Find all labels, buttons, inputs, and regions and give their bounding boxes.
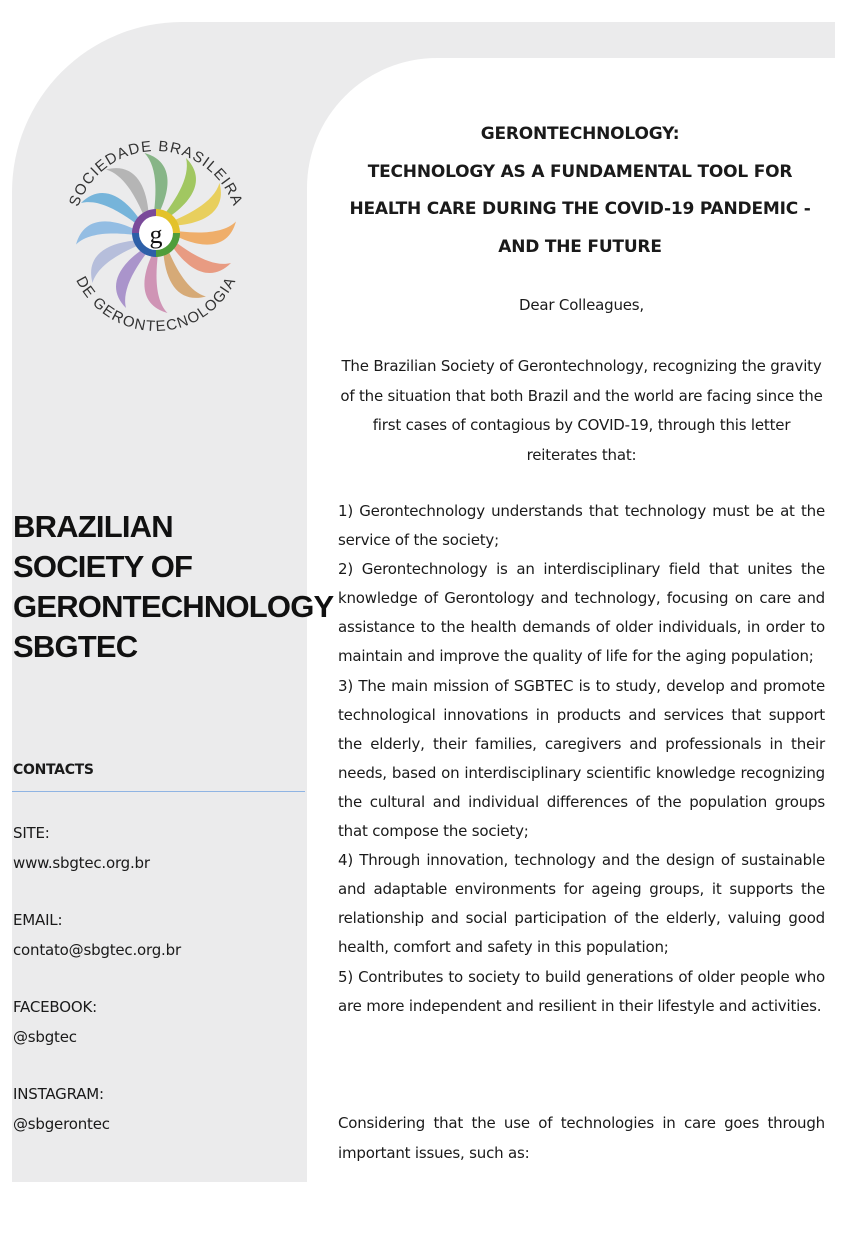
instagram-handle[interactable]: @sbgerontec bbox=[13, 1115, 110, 1133]
org-name bbox=[13, 507, 333, 667]
contacts-list bbox=[13, 818, 181, 1166]
contact-label: EMAIL: bbox=[13, 911, 63, 929]
contacts-divider bbox=[12, 791, 305, 792]
contacts-heading: CONTACTS bbox=[13, 762, 94, 778]
point-4: 4) Through innovation, technology and the design of sustainable and adaptable environments for ageing groups, it supports the relationship and social participation of the elderly, valuing good health, comfort and safety in this population; bbox=[338, 851, 825, 957]
site-link[interactable]: www.sbgtec.org.br bbox=[13, 854, 150, 872]
email-link[interactable]: contato@sbgtec.org.br bbox=[13, 941, 181, 959]
point-3: 3) The main mission of SGBTEC is to study, develop and promote technological innovations in products and services that support the elderly, their families, caregivers and professionals in their needs, based on interdisciplinary scientific knowledge recognizing the cultural and individual differences of the population groups that compose the society; bbox=[338, 676, 825, 841]
letter-intro: The Brazilian Society of Gerontechnology, recognizing the gravity of the situation that both Brazil and the world are facing since the first cases of contagious by COVID-19, through this letter reiterates that: bbox=[340, 357, 823, 464]
facebook-handle[interactable]: @sbgtec bbox=[13, 1028, 77, 1046]
contact-label: SITE: bbox=[13, 824, 50, 842]
org-name-line: GERONTECHNOLOGY bbox=[13, 589, 334, 624]
point-1: 1) Gerontechnology understands that technology must be at the service of the society; bbox=[338, 502, 825, 550]
letter-title-line: HEALTH CARE DURING THE COVID-19 PANDEMIC - bbox=[349, 199, 811, 219]
society-logo bbox=[56, 133, 256, 333]
logo-letter: g bbox=[149, 220, 163, 249]
letter-title-line: TECHNOLOGY AS A FUNDAMENTAL TOOL FOR bbox=[367, 161, 793, 182]
logo-text-top: SOCIEDADE BRASILEIRA bbox=[65, 137, 247, 209]
letter-title bbox=[325, 116, 835, 266]
org-name-line: BRAZILIAN bbox=[13, 509, 173, 544]
contact-instagram bbox=[13, 1079, 181, 1139]
letter-greeting: Dear Colleagues, bbox=[519, 296, 644, 314]
org-name-line: SBGTEC bbox=[13, 629, 138, 664]
logo-text-bottom: DE GERONTECNOLOGIA bbox=[72, 273, 240, 333]
contact-facebook bbox=[13, 992, 181, 1052]
point-2: 2) Gerontechnology is an interdisciplinary field that unites the knowledge of Gerontology and technology, focusing on care and assistance to the health demands of older individuals, in order to maintain and improve the quality of life for the aging population; bbox=[338, 560, 825, 666]
contact-email bbox=[13, 905, 181, 965]
point-5: 5) Contributes to society to build generations of older people who are more independent and resilient in their lifestyle and activities. bbox=[338, 967, 825, 1015]
letter-closing: Considering that the use of technologies in care goes through important issues, such as: bbox=[338, 1114, 825, 1162]
letter-points bbox=[338, 497, 825, 1021]
contact-label: FACEBOOK: bbox=[13, 998, 97, 1016]
contact-site bbox=[13, 818, 181, 878]
contact-label: INSTAGRAM: bbox=[13, 1085, 104, 1103]
letter-title-line: AND THE FUTURE bbox=[498, 236, 662, 257]
letter-title-line: GERONTECHNOLOGY: bbox=[480, 124, 680, 144]
org-name-line: SOCIETY OF bbox=[13, 549, 193, 584]
